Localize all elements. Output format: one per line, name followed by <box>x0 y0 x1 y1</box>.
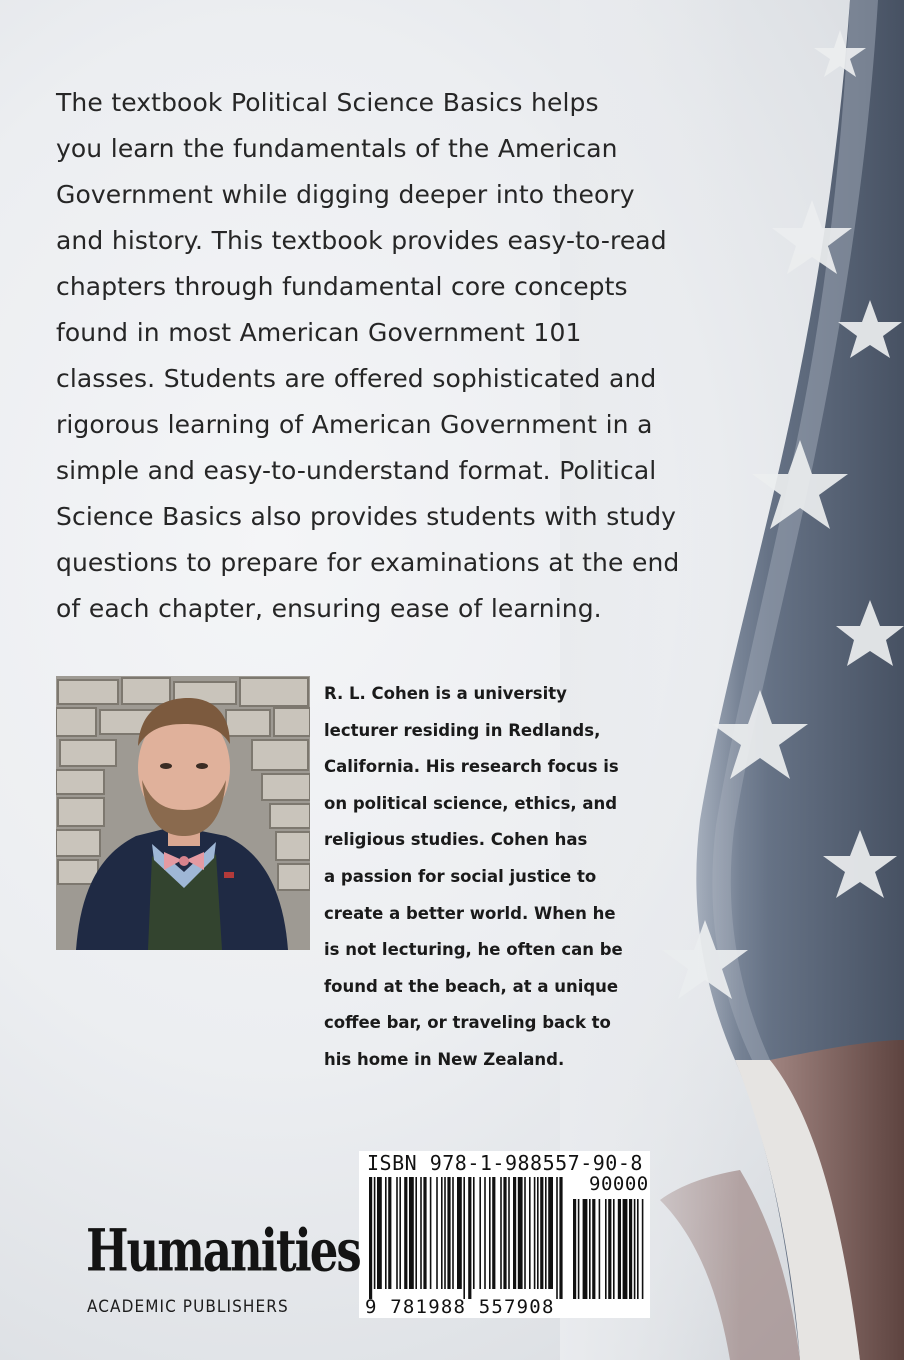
bio-line: a passion for social justice to <box>324 866 597 886</box>
addon-bar <box>613 1199 615 1299</box>
ean-digits: 9 781988 557908 <box>365 1296 555 1318</box>
barcode-bar <box>556 1177 558 1299</box>
description-line: simple and easy-to-understand format. Political <box>56 456 657 485</box>
description-line: Government while digging deeper into theory <box>56 180 635 209</box>
barcode-bar <box>399 1177 401 1289</box>
barcode-bar <box>436 1177 438 1289</box>
barcode-bar <box>423 1177 426 1289</box>
barcode-bar <box>374 1177 376 1289</box>
barcode-bar <box>377 1177 382 1289</box>
barcode-bar <box>385 1177 387 1289</box>
barcode-bar <box>479 1177 481 1289</box>
price-code: 90000 <box>589 1173 649 1195</box>
bio-line: religious studies. Cohen has <box>324 830 588 850</box>
addon-bar <box>623 1199 628 1299</box>
bio-line: R. L. Cohen is a university <box>324 684 567 703</box>
description-line: chapters through fundamental core concepts <box>56 272 628 301</box>
description-line: found in most American Government 101 <box>56 318 582 347</box>
addon-bar <box>629 1199 632 1299</box>
addon-bar <box>583 1199 588 1299</box>
barcode-bar <box>388 1177 391 1289</box>
barcode-bar <box>473 1177 475 1289</box>
barcode-bar <box>369 1177 372 1299</box>
barcode-bar <box>513 1177 516 1289</box>
barcode-bar <box>463 1177 465 1299</box>
addon-bar <box>637 1199 639 1299</box>
barcode-bar <box>420 1177 422 1289</box>
bio-line: found at the beach, at a unique <box>324 976 619 996</box>
barcode-bar <box>444 1177 446 1289</box>
description-line: of each chapter, ensuring ease of learning. <box>56 594 602 623</box>
barcode-bar <box>545 1177 547 1289</box>
addon-bar <box>634 1199 636 1299</box>
barcode-bar <box>524 1177 526 1289</box>
barcode-bar <box>409 1177 414 1289</box>
bio-line: on political science, ethics, and <box>324 793 618 813</box>
barcode-bar <box>457 1177 462 1289</box>
barcode-bar <box>396 1177 398 1289</box>
book-description <box>56 80 756 632</box>
barcode-bar <box>548 1177 553 1289</box>
addon-bar <box>618 1199 621 1299</box>
barcode-bar <box>534 1177 536 1289</box>
barcode-bar <box>503 1177 506 1289</box>
barcode-bar <box>559 1177 562 1299</box>
publisher-subtitle: ACADEMIC PUBLISHERS <box>87 1297 289 1317</box>
barcode-bar <box>492 1177 495 1289</box>
description-line: Science Basics also provides students with study <box>56 502 677 531</box>
barcode-bar <box>540 1177 543 1289</box>
barcode-bars <box>367 1177 645 1299</box>
barcode-bar <box>537 1177 539 1289</box>
description-line: rigorous learning of American Government in a <box>56 410 653 439</box>
barcode-bar <box>500 1177 502 1289</box>
description-line: The textbook Political Science Basics helps <box>56 88 599 117</box>
barcode-bar <box>441 1177 443 1289</box>
barcode-bar <box>468 1177 471 1299</box>
description-line: classes. Students are offered sophisticated and <box>56 364 657 393</box>
barcode-bar <box>447 1177 450 1289</box>
addon-bar <box>599 1199 601 1299</box>
description-line: questions to prepare for examinations at the end <box>56 548 680 577</box>
publisher-logo: Humanities <box>86 1216 360 1285</box>
barcode-bar <box>484 1177 486 1289</box>
bio-line: lecturer residing in Redlands, <box>324 720 601 740</box>
addon-bar <box>642 1199 644 1299</box>
barcode-bar <box>489 1177 491 1289</box>
author-photo <box>56 676 310 950</box>
barcode-bar <box>415 1177 417 1289</box>
barcode-bar <box>529 1177 531 1289</box>
bio-line: California. His research focus is <box>324 757 619 777</box>
bio-line: coffee bar, or traveling back to <box>324 1013 611 1033</box>
addon-bar <box>573 1199 576 1299</box>
bio-line: create a better world. When he <box>324 903 616 923</box>
addon-bar <box>578 1199 580 1299</box>
addon-bar <box>605 1199 607 1299</box>
addon-bar <box>592 1199 595 1299</box>
barcode-bar <box>404 1177 407 1289</box>
addon-bar <box>589 1199 591 1299</box>
description-line: and history. This textbook provides easy-to-read <box>56 226 667 255</box>
bio-line: is not lecturing, he often can be <box>324 940 623 960</box>
barcode-bar <box>452 1177 454 1289</box>
barcode-bar <box>508 1177 510 1289</box>
description-line: you learn the fundamentals of the American <box>56 134 618 163</box>
addon-bar <box>608 1199 611 1299</box>
bio-line: his home in New Zealand. <box>324 1049 565 1069</box>
barcode-bar <box>518 1177 523 1289</box>
author-bio <box>324 676 642 1079</box>
isbn-label: ISBN 978-1-988557-90-8 <box>367 1151 643 1175</box>
barcode-bar <box>430 1177 432 1289</box>
isbn-barcode <box>359 1151 650 1318</box>
